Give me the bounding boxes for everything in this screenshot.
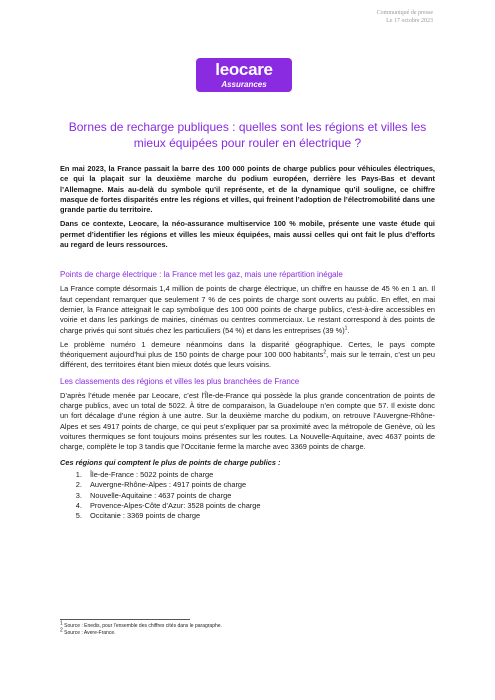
list-item: 4. Provence-Alpes-Côte d’Azur: 3528 points de charge bbox=[84, 501, 435, 511]
document-type: Communiqué de presse bbox=[376, 10, 433, 16]
list-item: 5. Occitanie : 3369 points de charge bbox=[84, 511, 435, 521]
region-ranking-list bbox=[60, 470, 435, 522]
footnote-number: 2 bbox=[60, 627, 63, 634]
list-item: 1. Île-de-France : 5022 points de charge bbox=[84, 470, 435, 480]
section1-paragraph-1-text: La France compte désormais 1,4 million de points de charge électrique, un chiffre en hausse de 45 % en 1 an. Il faut cependant remarquer que seulement 7 % de ces points de charge sont ouverts au public. En effet, en mai dernier, la France atteignait le cap symbolique des 100 000 points de charge publics, c’est-à-dire accessibles en voirie et dans les parkings de mairies, cinémas ou centres commerciaux. Le restant correspond à des points de charge privés qui sont situés chez les particuliers (54 %) et dans les entreprises (39 %) bbox=[60, 284, 435, 335]
press-release-meta bbox=[377, 9, 433, 25]
footnote-text: Source : Avere-France. bbox=[62, 630, 116, 637]
footnote-ref-2: 2 bbox=[323, 349, 327, 356]
footnote-divider bbox=[60, 619, 190, 620]
section-heading-rankings: Les classements des régions et villes les plus branchées de France bbox=[60, 376, 300, 386]
intro-block bbox=[60, 164, 435, 250]
section1-paragraph-2 bbox=[60, 340, 435, 371]
section2-paragraph: D’après l’étude menée par Leocare, c’est l’Île-de-France qui possède la plus grande concentration de points de charge publics, avec un total de 5022. À titre de comparaison, la Guadeloupe n’en compte que 57. Il existe donc un fort décalage d’une région à une autre. Sur la deuxième marche du podium, on retrouve l’Auvergne-Rhône-Alpes et ses 4917 points de charge, ce qui peut s’expliquer par sa proximité avec la métropole de Genève, où les voitures thermiques se font toujours moins présentes sur les routes. La Nouvelle-Aquitaine, avec 4637 points de charge, complète le top 3 tandis que l’Occitanie ferme la marche avec 3369 points de charge. bbox=[60, 390, 435, 452]
footnote-2 bbox=[60, 627, 222, 637]
section-heading-charging-points: Points de charge électrique : la France met les gaz, mais une répartition inégale bbox=[60, 270, 343, 280]
intro-paragraph-1: En mai 2023, la France passait la barre des 100 000 points de charge publics pour véhicules électriques, ce qui la plaçait sur la deuxième marche du podium européen, derrière les Pays-Bas et devant l’Allemagne. Mais au-delà du symbole qu’il représente, et de la dynamique qu’il souligne, ce chiffre masque de fortes disparités entre les régions et villes, qui freinent l’adoption de l’électromobilité dans une grande partie du territoire. bbox=[60, 164, 435, 215]
footnote-text: Source : Enedis, pour l’ensemble des chiffres cités dans le paragraphe. bbox=[62, 623, 222, 629]
list-item: 2. Auvergne-Rhône-Alpes : 4917 points de charge bbox=[84, 480, 435, 490]
ranking-list-intro: Ces régions qui comptent le plus de points de charge publics : bbox=[60, 457, 281, 467]
leocare-logo bbox=[196, 58, 292, 92]
footnote-number: 1 bbox=[60, 620, 63, 627]
document-title: Bornes de recharge publiques : quelles sont les régions et villes les mieux équipées pour rouler en électrique ? bbox=[68, 120, 427, 150]
footnotes bbox=[60, 620, 222, 638]
list-item: 3. Nouvelle-Aquitaine : 4637 points de charge bbox=[84, 491, 435, 501]
document-body bbox=[60, 164, 435, 522]
section1-paragraph-2-text-b: , mais sur le terrain, c’est un peu différent, des territoires étant bien mieux dotés que leurs voisins. bbox=[60, 350, 435, 370]
footnote-ref-1: 1 bbox=[344, 325, 348, 332]
section1-paragraph-2-text-a: Le problème numéro 1 demeure néanmoins dans la disparité géographique. Certes, le pays compte théoriquement aujourd’hui plus de 150 points de charge pour 100 000 habitants bbox=[60, 339, 435, 360]
logo-tagline: Assurances bbox=[221, 80, 267, 89]
intro-paragraph-2: Dans ce contexte, Leocare, la néo-assurance multiservice 100 % mobile, présente une vaste étude qui permet d’identifier les régions et villes les mieux équipées, mais aussi celles qui ont fait le plus d’efforts au regard de leurs ressources. bbox=[60, 219, 435, 250]
section1-paragraph-1: La France compte désormais 1,4 million de points de charge électrique, un chiffre en hausse de 45 % en 1 an. Il faut cependant remarquer que seulement 7 % de ces points de charge sont ouverts au public. En effet, en mai dernier, la France atteignait le cap symbolique des 100 000 points de charge publics, c’est-à-dire accessibles en voirie et dans les parkings de mairies, cinémas ou centres commerciaux. Le restant correspond à des points de charge privés qui sont situés chez les particuliers (54 %) et dans les entreprises (39 %)$^1$. bbox=[60, 284, 435, 335]
logo-wordmark: leocare bbox=[215, 60, 273, 79]
release-date: Le 17 octobre 2023 bbox=[386, 18, 433, 24]
